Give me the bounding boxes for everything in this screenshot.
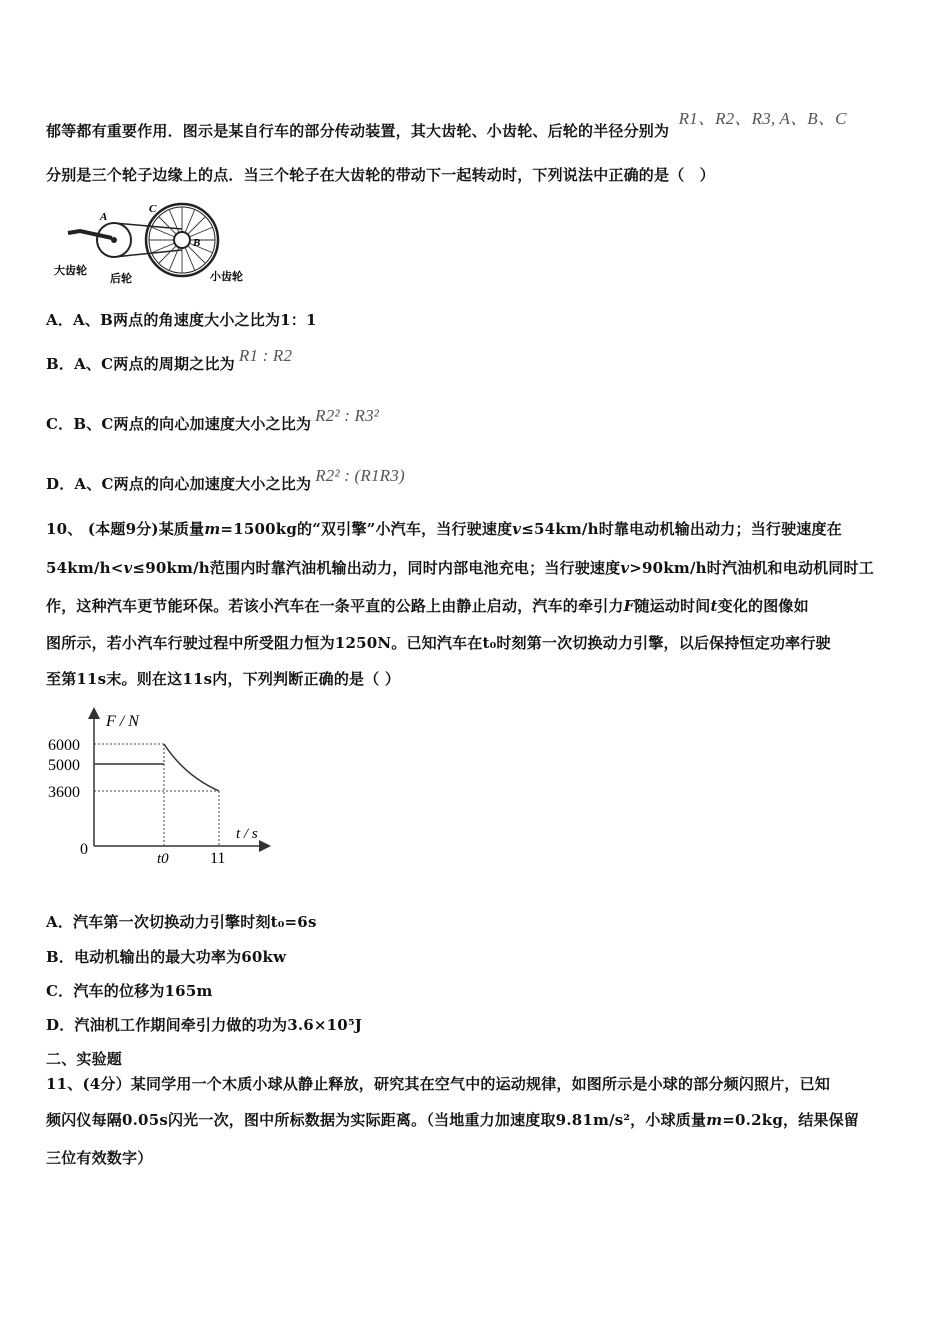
y-tick-6000: 6000 <box>48 737 80 754</box>
label-rear-wheel: 后轮 <box>110 273 132 285</box>
text: 频闪仪每隔0.05s闪光一次，图中所标数据为实际距离。（当地重力加速度取9.81m/s²，小球质量 <box>46 1111 707 1129</box>
q9-option-b[interactable] <box>46 346 293 374</box>
y-tick-5000: 5000 <box>48 757 80 774</box>
q10-option-c[interactable]: C．汽车的位移为165m <box>46 982 213 1000</box>
q10-stem-line5: 至第11s末。则在这11s内，下列判断正确的是（ ） <box>46 670 401 688</box>
q10-option-a[interactable]: A．汽车第一次切换动力引擎时刻t₀=6s <box>46 913 317 931</box>
q11-stem-line1: 11、(4分）某同学用一个木质小球从静止释放，研究其在空气中的运动规律，如图所示是小球的部分频闪照片，已知 <box>46 1075 831 1093</box>
label-A: A <box>100 211 108 223</box>
option-math: R2² : (R1R3) <box>315 466 405 485</box>
q9-stem-text: 郁等都有重要作用．图示是某自行车的部分传动装置，其大齿轮、小齿轮、后轮的半径分别为 <box>46 122 670 140</box>
text: =0.2kg，结果保留 <box>722 1111 860 1129</box>
var-m: m <box>706 1111 723 1129</box>
var-v: v <box>512 520 522 538</box>
option-text: B．A、C两点的周期之比为 <box>46 355 235 373</box>
q10-option-b[interactable]: B．电动机输出的最大功率为60kw <box>46 948 287 966</box>
q10-stem-line1 <box>46 518 842 539</box>
label-C: C <box>149 203 157 215</box>
bicycle-transmission-figure <box>52 200 267 288</box>
label-B: B <box>193 237 201 249</box>
q9-radii-math: R1、R2、R3, A、B、C <box>678 109 847 128</box>
origin-label: 0 <box>80 841 88 858</box>
force-decay-curve <box>164 744 219 791</box>
text: =1500kg的“双引擎”小汽车，当行驶速度 <box>220 520 513 538</box>
text: ≤90km/h范围内时靠汽油机输出动力，同时内部电池充电；当行驶速度 <box>132 559 621 577</box>
q10-option-d[interactable]: D．汽油机工作期间牵引力做的功为3.6×10⁵J <box>46 1016 363 1034</box>
option-text: A．A、B两点的角速度大小之比为1：1 <box>46 311 317 329</box>
text: 作，这种汽车更节能环保。若该小汽车在一条平直的公路上由静止启动，汽车的牵引力 <box>46 597 624 615</box>
var-F: F <box>623 597 635 615</box>
x-tick-11: 11 <box>210 850 226 867</box>
q9-stem-line1 <box>46 109 847 141</box>
text: >90km/h时汽油机和电动机同时工 <box>629 559 874 577</box>
text: ≤54km/h时靠电动机输出动力；当行驶速度在 <box>521 520 842 538</box>
x-axis-label: t / s <box>236 826 258 842</box>
y-tick-3600: 3600 <box>48 784 80 801</box>
q11-stem-line3: 三位有效数字） <box>46 1149 153 1167</box>
x-tick-t0: t0 <box>157 851 169 867</box>
var-v: v <box>620 559 630 577</box>
q11-stem-line2 <box>46 1109 859 1130</box>
force-time-graph <box>40 700 280 875</box>
var-v: v <box>123 559 133 577</box>
option-text: D．A、C两点的向心加速度大小之比为 <box>46 475 312 493</box>
text: 变化的图像如 <box>717 597 809 615</box>
q9-option-d[interactable] <box>46 466 405 494</box>
text: 54km/h< <box>46 559 124 577</box>
q10-stem-line3 <box>46 595 809 616</box>
option-math: R2² : R3² <box>315 406 380 425</box>
q9-option-c[interactable] <box>46 406 380 434</box>
option-text: C．B、C两点的向心加速度大小之比为 <box>46 415 312 433</box>
option-math: R1 : R2 <box>238 346 293 365</box>
q10-stem-line2 <box>46 557 874 578</box>
label-big-gear: 大齿轮 <box>54 265 87 277</box>
text: 10、 (本题9分)某质量 <box>46 520 205 538</box>
text: 随运动时间 <box>634 597 711 615</box>
section-title: 二、实验题 <box>46 1050 123 1068</box>
var-t: t <box>710 597 718 615</box>
y-axis-label: F / N <box>106 713 139 730</box>
q9-stem-line2: 分别是三个轮子边缘上的点．当三个轮子在大齿轮的带动下一起转动时，下列说法中正确的是（ ） <box>46 166 715 184</box>
q10-stem-line4: 图所示，若小汽车行驶过程中所受阻力恒为1250N。已知汽车在t₀时刻第一次切换动力引擎，以后保持恒定功率行驶 <box>46 634 831 652</box>
label-small-gear: 小齿轮 <box>210 271 243 283</box>
var-m: m <box>204 520 221 538</box>
q9-option-a[interactable] <box>46 309 317 330</box>
